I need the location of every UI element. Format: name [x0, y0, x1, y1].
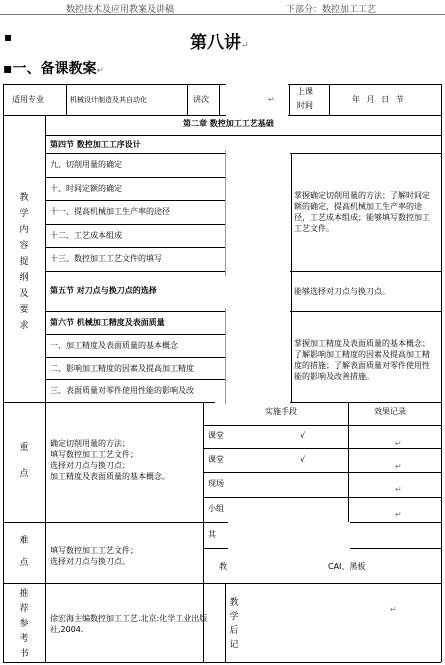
row-line [203, 425, 441, 426]
side-char: 教 [19, 193, 29, 203]
side-char: 教 [229, 598, 239, 608]
row-line [45, 177, 225, 178]
section5-title: 第五节 对刀点与换刀点的选择 [50, 286, 157, 295]
side-char: 容 [19, 241, 29, 251]
row1-sep [187, 84, 188, 115]
section4-requirement: 掌握确定切削用量的方法；了解时间定额的确定，提高机械加工生产率的途径，工艺成本组成；能够填写数控加工工艺文件。 [294, 191, 430, 233]
chapter-title: 第二章 数控加工工艺基础 [183, 119, 274, 128]
side-char: 记 [229, 640, 239, 650]
section6-title: 第六节 机械加工精度及表面质量 [50, 318, 165, 327]
side-char: 推 [19, 589, 29, 599]
overlay-pane [215, 402, 263, 424]
paragraph-mark: ↵ [268, 95, 275, 104]
side-char: 要 [19, 305, 29, 315]
row-line [45, 357, 225, 358]
lecture-title: 第八讲↵ [190, 33, 249, 53]
means-check: √ [300, 455, 306, 464]
row-line [203, 497, 441, 498]
means-row: 现场 [208, 479, 224, 488]
requirement-column-line [291, 153, 292, 402]
after-notes-label [228, 596, 240, 652]
side-char: 提 [19, 257, 29, 267]
teaching-side-label [18, 190, 30, 334]
difficulties-content: 填写数控加工工艺文件； 选择对刀点与换刀点。 [50, 546, 138, 566]
pane-edge [225, 308, 226, 404]
section5-requirement: 能够选择对刀点与换刀点。 [294, 287, 390, 296]
table-right-border [441, 84, 442, 662]
lecture-label: 讲次 [193, 95, 209, 104]
paragraph-mark: ↵ [395, 485, 402, 494]
row1-sep [66, 84, 67, 115]
row-line [45, 135, 441, 136]
paragraph-mark: ↵ [395, 462, 402, 471]
row1-bottom-border [3, 115, 441, 116]
row1-sep [289, 84, 290, 115]
pane-edge [225, 150, 226, 276]
means-row: 课堂 [208, 455, 224, 464]
table-top-border [3, 84, 441, 85]
paragraph-mark: ↵ [390, 605, 397, 614]
side-char: 求 [19, 321, 29, 331]
side-char: 后 [229, 626, 239, 636]
major-value: 机械设计制造及其自动化 [70, 96, 147, 104]
effect-column-line [348, 402, 349, 522]
overlay-pane [228, 522, 350, 582]
means-row: 小组 [208, 504, 224, 513]
row-line [45, 247, 225, 248]
side-char: 参 [19, 619, 29, 629]
references-side-label [18, 587, 30, 662]
side-char: 难 [19, 536, 29, 546]
section6-item: 二、影响加工精度的因素及提高加工精度 [50, 364, 194, 373]
section4-item: 十二、工艺成本组成 [50, 231, 122, 240]
side-char: 重 [19, 443, 29, 453]
other-label: 其 [208, 530, 216, 539]
difficulties-block-bottom [3, 583, 441, 584]
table-left-border [3, 84, 4, 662]
means-row: 课堂 [208, 431, 224, 440]
side-char: 书 [19, 649, 29, 659]
row-line [45, 200, 225, 201]
section4-item: 十一、提高机械加工生产率的途径 [50, 207, 170, 216]
section4-item: 九、切削用量的确定 [50, 160, 122, 169]
means-header: 实施手段 [265, 407, 297, 416]
overlay-pane [226, 81, 288, 120]
side-char: 学 [229, 612, 239, 622]
side-char: 内 [19, 225, 29, 235]
means-check: √ [300, 431, 306, 440]
side-char: 纲 [19, 273, 29, 283]
side-char: 点 [19, 558, 29, 568]
table-bottom-border [3, 662, 441, 663]
page-header-left: 数控技术及应用教案及讲稿 [66, 5, 175, 15]
time-label-line1: 上课 [297, 87, 313, 96]
section-heading: ▪一、备课教案↵ [3, 61, 105, 77]
after-label-column-line [225, 583, 226, 662]
section6-item: 三、表面质量对零件使用性能的影响及改 [50, 386, 194, 395]
page-header-right: 下部分：数控加工工艺 [286, 5, 377, 15]
tool-value: CAI、黑板 [328, 562, 366, 571]
section4-item: 十、时间定额的确定 [50, 184, 122, 193]
key-points-content: 确定切削用量的方法； 填写数控加工工艺文件； 选择对刀点与换刀点； 加工精度及表面质量的基本概念。 [50, 439, 170, 481]
key-points-block-bottom [3, 522, 441, 523]
section6-requirement: 掌握加工精度及表面质量的基本概念；了解影响加工精度的因素及提高加工精度的措施；了解表面质量对零件使用性能的影响及改善措施。 [294, 339, 430, 381]
row-line [203, 472, 441, 473]
tool-label: 教 [219, 562, 227, 571]
key-points-side-label [18, 440, 30, 482]
side-char: 及 [19, 289, 29, 299]
difficulties-side-label [18, 533, 30, 571]
overlay-pane [225, 308, 290, 404]
references-content: 徐宏海主编数控加工工艺.北京:化学工业出版社,2004. [50, 614, 208, 634]
section6-item: 一、加工精度及表面质量的基本概念 [50, 341, 178, 350]
row-line [45, 379, 225, 380]
bullet-mark: ▪ [4, 30, 13, 44]
effect-header: 效果记录 [374, 407, 406, 416]
section4-title: 第四节 数控加工工序设计 [50, 140, 141, 149]
paragraph-mark: ↵ [395, 439, 402, 448]
side-char: 学 [19, 209, 29, 219]
side-label-column-line [45, 115, 46, 662]
major-label: 适用专业 [12, 95, 44, 104]
overlay-pane [225, 150, 290, 276]
side-char: 荐 [19, 604, 29, 614]
paragraph-mark: ↵ [395, 510, 402, 519]
header-divider [0, 14, 445, 15]
row1-sep [329, 84, 330, 115]
time-label-line2: 时间 [297, 101, 313, 110]
row-line [203, 448, 441, 449]
section4-item: 十三、数控加工工艺文件的填写 [50, 254, 162, 263]
side-char: 考 [19, 634, 29, 644]
side-char: 点 [19, 469, 29, 479]
row1-sep [219, 84, 220, 115]
row-line [45, 224, 225, 225]
date-field: 年 月 日 节 [352, 95, 404, 104]
row-line [45, 334, 225, 335]
